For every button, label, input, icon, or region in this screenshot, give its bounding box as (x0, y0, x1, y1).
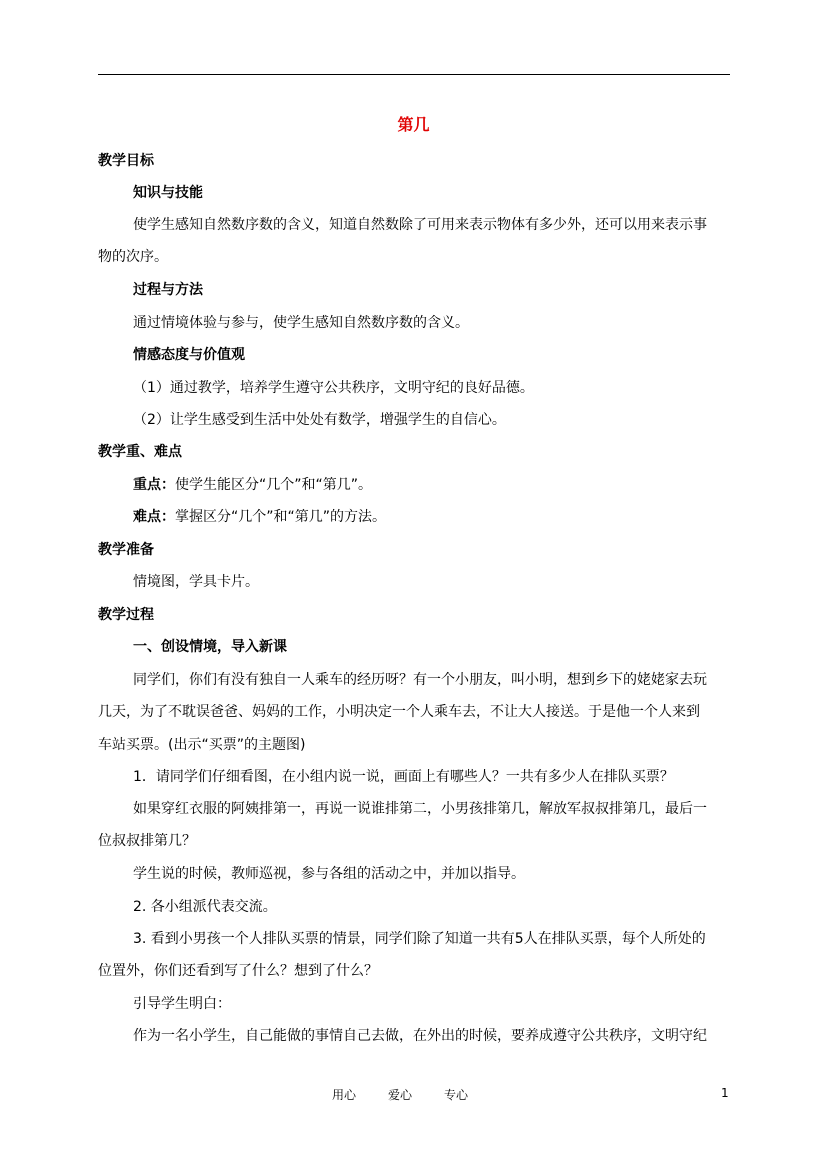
attitude-item-1: （1）通过教学，培养学生遵守公共秩序，文明守纪的良好品德。 (133, 380, 534, 396)
footer-motto-2: 爱心 (388, 1088, 413, 1102)
page-number: 1 (721, 1086, 729, 1100)
attitude-heading: 情感态度与价值观 (133, 347, 245, 363)
header-rule (98, 74, 730, 75)
goals-heading: 教学目标 (98, 153, 154, 169)
footer-motto-1: 用心 (332, 1088, 357, 1102)
prep-text: 情境图，学具卡片。 (133, 574, 259, 590)
paragraph-1-line-1: 同学们，你们有没有独自一人乘车的经历呀？有一个小朋友，叫小明，想到乡下的姥姥家去玩 (133, 672, 707, 688)
process-heading: 过程与方法 (133, 282, 203, 298)
difficult-text: 掌握区分“几个”和“第几”的方法。 (175, 509, 387, 525)
skills-text-line-2: 物的次序。 (98, 249, 168, 265)
skills-heading: 知识与技能 (133, 185, 203, 201)
paragraph-2-line-1: 如果穿红衣服的阿姨排第一，再说一说谁排第二，小男孩排第几，解放军叔叔排第几，最后一 (133, 801, 707, 817)
difficult-point (133, 507, 386, 527)
procedure-heading: 教学过程 (98, 607, 154, 623)
attitude-item-2: （2）让学生感受到生活中处处有数学，增强学生的自信心。 (133, 412, 506, 428)
paragraph-1-line-2: 几天，为了不耽误爸爸、妈妈的工作，小明决定一个人乘车去，不让大人接送。于是他一个人来到 (98, 704, 700, 720)
item-1: 1．请同学们仔细看图，在小组内说一说，画面上有哪些人？一共有多少人在排队买票？ (133, 769, 674, 785)
paragraph-5: 作为一名小学生，自己能做的事情自己去做，在外出的时候，要养成遵守公共秩序，文明守纪 (133, 1028, 707, 1044)
item-2: 2. 各小组派代表交流。 (133, 899, 277, 915)
step1-heading: 一、创设情境，导入新课 (133, 639, 287, 655)
key-point (133, 475, 372, 495)
paragraph-1-line-3: 车站买票。(出示“买票”的主题图) (98, 737, 306, 753)
item-3-line-1: 3. 看到小男孩一个人排队买票的情景，同学们除了知道一共有5人在排队买票，每个人所处的 (133, 931, 706, 947)
paragraph-3: 学生说的时候，教师巡视，参与各组的活动之中，并加以指导。 (133, 866, 525, 882)
skills-text-line-1: 使学生感知自然数序数的含义，知道自然数除了可用来表示物体有多少外，还可以用来表示事 (133, 217, 707, 233)
difficult-label: 难点： (133, 509, 175, 525)
prep-heading: 教学准备 (98, 542, 154, 558)
keypoints-heading: 教学重、难点 (98, 444, 182, 460)
paragraph-4: 引导学生明白： (133, 996, 231, 1012)
key-text: 使学生能区分“几个”和“第几”。 (175, 477, 373, 493)
paragraph-2-line-2: 位叔叔排第几？ (98, 833, 196, 849)
footer-motto-3: 专心 (444, 1088, 469, 1102)
page-title: 第几 (397, 115, 430, 134)
item-3-line-2: 位置外，你们还看到写了什么？想到了什么？ (98, 963, 378, 979)
process-text: 通过情境体验与参与，使学生感知自然数序数的含义。 (133, 315, 469, 331)
key-label: 重点： (133, 477, 175, 493)
